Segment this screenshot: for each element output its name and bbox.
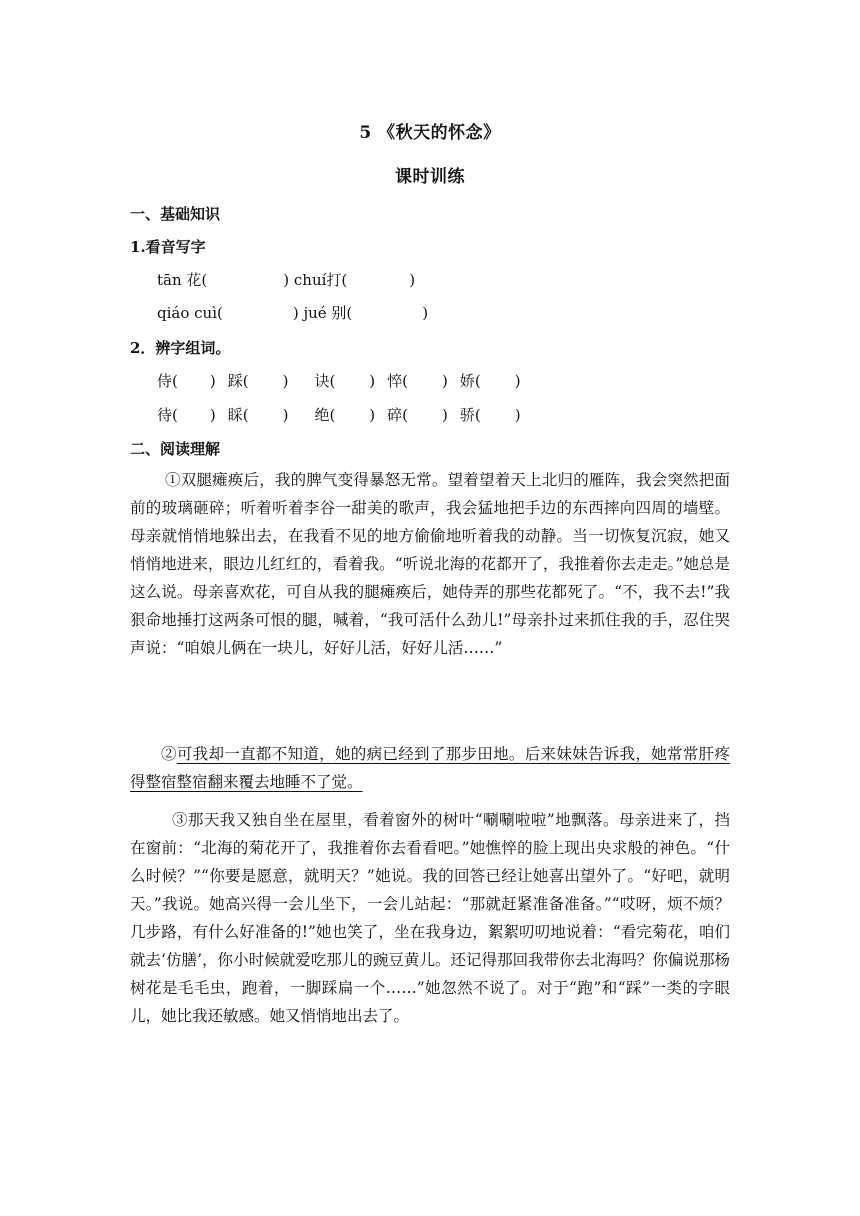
q2-close-7: ) bbox=[282, 406, 289, 424]
q2-close-4: ) bbox=[442, 372, 448, 390]
q2-char-jue: 诀( bbox=[314, 372, 336, 390]
q2-row-1 bbox=[157, 370, 521, 391]
q2-close-10: ) bbox=[514, 406, 521, 424]
q1-item-qiaocui: qiáo cuì( bbox=[157, 304, 223, 322]
underlined-passage: 可我却一直都不知道，她的病已经到了那步田地。后来妹妹告诉我，她常常肝疼得整宿整宿翻来覆去地睡不了觉。 bbox=[130, 745, 730, 791]
q1-item-chui-close: ) bbox=[409, 271, 416, 289]
q2-heading: 2．辨字组词。 bbox=[130, 339, 231, 357]
q2-char-cai2: 睬( bbox=[227, 406, 249, 424]
reading-paragraph-2 bbox=[130, 740, 730, 796]
q1-row-1 bbox=[157, 269, 415, 290]
reading-paragraph-1: ①双腿瘫痪后，我的脾气变得暴怒无常。望着望着天上北归的雁阵，我会突然把面前的玻璃砸碎；听着听着李谷一甜美的歌声，我会猛地把手边的东西摔向四周的墙壁。母亲就悄悄地躲出去，在我看不见的地方偷偷地听着我的动静。当一切恢复沉寂，她又悄悄地进来，眼边儿红红的，看着我。“听说北海的花都开了，我推着你去走走。”她总是这么说。母亲喜欢花，可自从我的腿瘫痪后，她侍弄的那些花都死了。“不，我不去!”我狠命地捶打这两条可恨的腿，喊着，“我可活什么劲儿!”母亲扑过来抓住我的手，忍住哭声说：“咱娘儿俩在一块儿，好好儿活，好好儿活……” bbox=[130, 471, 730, 657]
q2-close-5: ) bbox=[514, 372, 521, 390]
q2-char-cui: 悴( bbox=[387, 372, 409, 390]
q1-item-jue: ) jué 别( bbox=[292, 304, 353, 322]
q2-char-shi: 侍( bbox=[157, 372, 178, 390]
q2-close-9: ) bbox=[442, 406, 448, 424]
q2-char-jue2: 绝( bbox=[314, 406, 336, 424]
worksheet-subtitle: 课时训练 bbox=[395, 167, 465, 187]
q2-char-jiao2: 骄( bbox=[459, 406, 481, 424]
q1-item-jue-close: ) bbox=[422, 304, 429, 322]
q1-heading: 1.看音写字 bbox=[130, 238, 206, 256]
q2-char-dai: 待( bbox=[157, 406, 178, 424]
reading-paragraph-3: ③那天我又独自坐在屋里，看着窗外的树叶“唰唰啦啦”地飘落。母亲进来了，挡在窗前：“北海的菊花开了，我推着你去看看吧。”她憔悴的脸上现出央求般的神色。“什么时候？”“你要是愿意，就明天？”她说。我的回答已经让她喜出望外了。“好吧，就明天。”我说。她高兴得一会儿坐下，一会儿站起：“那就赶紧准备准备。”“哎呀，烦不烦？几步路，有什么好准备的!”她也笑了，坐在我身边，絮絮叨叨地说着：“看完菊花，咱们就去‘仿膳’，你小时候就爱吃那儿的豌豆黄儿。还记得那回我带你去北海吗？你偏说那杨树花是毛毛虫，跑着，一脚踩扁一个……”她忽然不说了。对于“跑”和“踩”一类的字眼儿，她比我还敏感。她又悄悄地出去了。 bbox=[130, 811, 730, 1025]
q2-close-1: ) bbox=[209, 372, 216, 390]
q2-char-cai: 踩( bbox=[227, 372, 249, 390]
section-reading-heading: 二、阅读理解 bbox=[130, 440, 221, 458]
q1-row-2 bbox=[157, 302, 428, 323]
q2-char-sui: 碎( bbox=[387, 406, 409, 424]
q2-row-2 bbox=[157, 404, 521, 425]
lesson-title: 5 《秋天的怀念》 bbox=[359, 123, 501, 143]
q2-close-6: ) bbox=[209, 406, 216, 424]
q2-close-8: ) bbox=[369, 406, 376, 424]
q2-char-jiao: 娇( bbox=[459, 372, 481, 390]
section-basic-knowledge-heading: 一、基础知识 bbox=[130, 205, 221, 223]
q2-close-2: ) bbox=[282, 372, 289, 390]
q1-item-tan: tān 花( bbox=[157, 271, 208, 289]
q1-item-tan-close: ) chuí打( bbox=[283, 271, 348, 289]
paragraph-2-number: ② bbox=[161, 745, 177, 763]
q2-close-3: ) bbox=[369, 372, 376, 390]
